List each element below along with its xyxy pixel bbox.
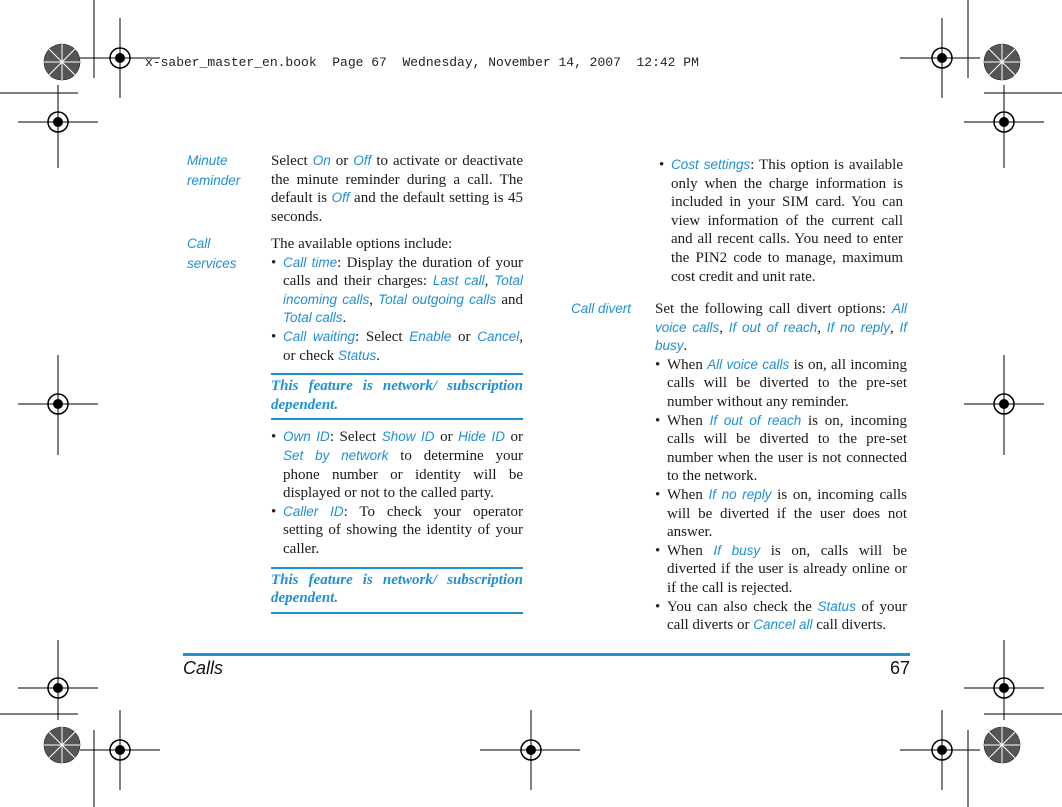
list-item: • Call time: Display the duration of your calls and their charges: Last call, Total incoming calls, Total outgoing calls and Total calls. <box>271 254 523 328</box>
network-note: This feature is network/ subscription dependent. <box>271 373 523 420</box>
footer-section-title: Calls <box>183 658 224 678</box>
call-divert-label: Call divert <box>571 301 632 316</box>
list-item: • Call waiting: Select Enable or Cancel, or check Status. <box>271 328 523 365</box>
cost-settings-text <box>659 156 903 286</box>
minute-reminder-text: Select On or Off to activate or deactivate the minute reminder during a call. The default is Off and the default setting is 45 seconds. <box>271 153 523 225</box>
list-item: • Cost settings: This option is available only when the charge information is included in your SIM card. You can view information of the current call and all recent calls. You need to enter the PIN2 code to manage, maximum cost credit and unit rate. <box>659 156 903 286</box>
page-number: 67 <box>889 658 910 678</box>
list-item: • You can also check the Status of your call diverts or Cancel all call diverts. <box>655 598 907 635</box>
call-divert-text: Set the following call divert options: All voice calls, If out of reach, If no reply, If busy. • When All voice calls is on, all incoming calls will be diverted to the pre-set number without any reminder. • When If out of reach is on, incoming calls will be diverted to the pre-set number when the user is not connected to the network. • When If no reply is on, incoming calls will be diverted if the user does not answer. • When If busy is on, calls will be diverted if the user is already online or if the call is rejected. • You can also check the Status of your call diverts or Cancel all call diverts. <box>655 300 907 635</box>
list-item: • Own ID: Select Show ID or Hide ID or Set by network to determine your phone number or identity will be displayed or not to the called party. <box>271 428 523 502</box>
minute-reminder-label: Minute reminder <box>187 153 241 188</box>
book-header-info: x-saber_master_en.book Page 67 Wednesday, November 14, 2007 12:42 PM <box>145 55 699 70</box>
call-services-label: Call services <box>187 236 237 271</box>
network-note: This feature is network/ subscription dependent. <box>271 567 523 614</box>
list-item: • When If busy is on, calls will be diverted if the user is already online or if the call is rejected. <box>655 542 907 598</box>
list-item: • When All voice calls is on, all incoming calls will be diverted to the pre-set number without any reminder. <box>655 356 907 412</box>
list-item: • When If out of reach is on, incoming calls will be diverted to the pre-set number when the user is not connected to the network. <box>655 412 907 486</box>
list-item: • Caller ID: To check your operator setting of showing the identity of your caller. <box>271 503 523 559</box>
footer-rule <box>183 653 910 656</box>
list-item: • When If no reply is on, incoming calls will be diverted if the user does not answer. <box>655 486 907 542</box>
call-services-text <box>271 235 523 622</box>
call-services-intro: The available options include: <box>271 236 453 252</box>
